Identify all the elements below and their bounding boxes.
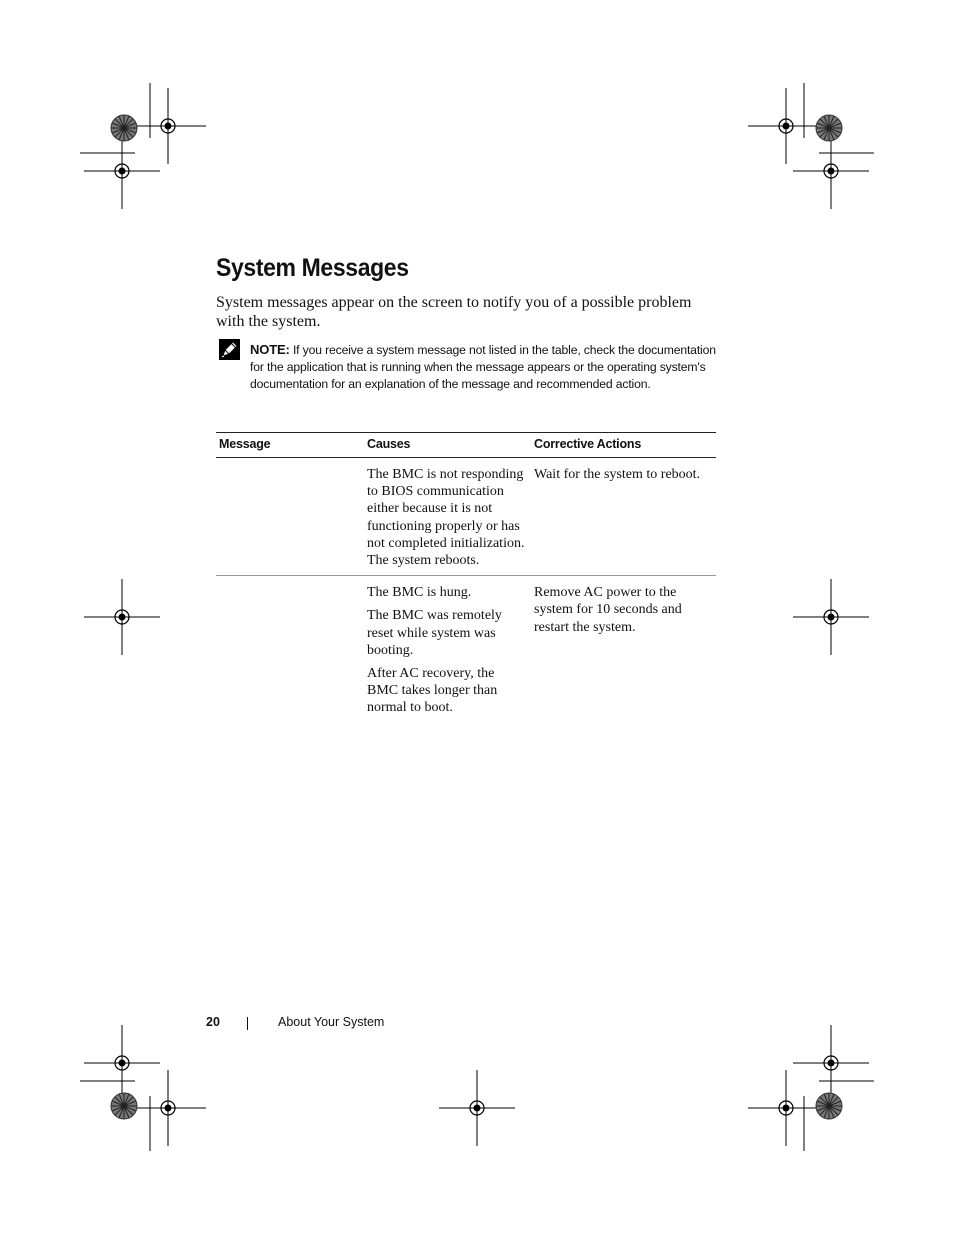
cause-text: The BMC was remotely reset while system was booting. bbox=[367, 608, 502, 658]
intro-paragraph: System messages appear on the screen to notify you of a possible problem with the system. bbox=[216, 294, 692, 330]
note-body: If you receive a system message not listed in the table, check the documentation for the application that is running when the message appears or the operating system's documentation for an explanation of the message and recommended action. bbox=[250, 343, 716, 391]
cause-text: After AC recovery, the BMC takes longer than normal to boot. bbox=[367, 666, 498, 716]
table-row bbox=[216, 458, 716, 576]
page-title: System Messages bbox=[216, 254, 409, 282]
message-cell bbox=[216, 458, 364, 576]
note-label: NOTE: bbox=[250, 342, 290, 357]
header-message: Message bbox=[216, 433, 364, 458]
footer-divider bbox=[247, 1017, 248, 1030]
table-row bbox=[216, 576, 716, 723]
cause-text: The BMC is not responding to BIOS communication either because it is not functioning properly or has not completed initialization. The system reboots. bbox=[367, 467, 525, 569]
cause-text: The BMC is hung. bbox=[367, 585, 472, 601]
action-cell: Remove AC power to the system for 10 seconds and restart the system. bbox=[534, 585, 682, 635]
table-header-row bbox=[216, 433, 716, 458]
page-number: 20 bbox=[206, 1015, 220, 1029]
causes-cell bbox=[364, 576, 531, 723]
message-cell bbox=[216, 576, 364, 723]
note-pencil-icon bbox=[219, 339, 240, 360]
action-cell: Wait for the system to reboot. bbox=[531, 458, 716, 576]
header-causes: Causes bbox=[364, 433, 531, 458]
note bbox=[250, 341, 720, 393]
header-corrective-actions: Corrective Actions bbox=[531, 433, 716, 458]
footer-section-title: About Your System bbox=[278, 1015, 385, 1029]
system-messages-table bbox=[216, 432, 716, 723]
causes-cell bbox=[364, 458, 531, 576]
